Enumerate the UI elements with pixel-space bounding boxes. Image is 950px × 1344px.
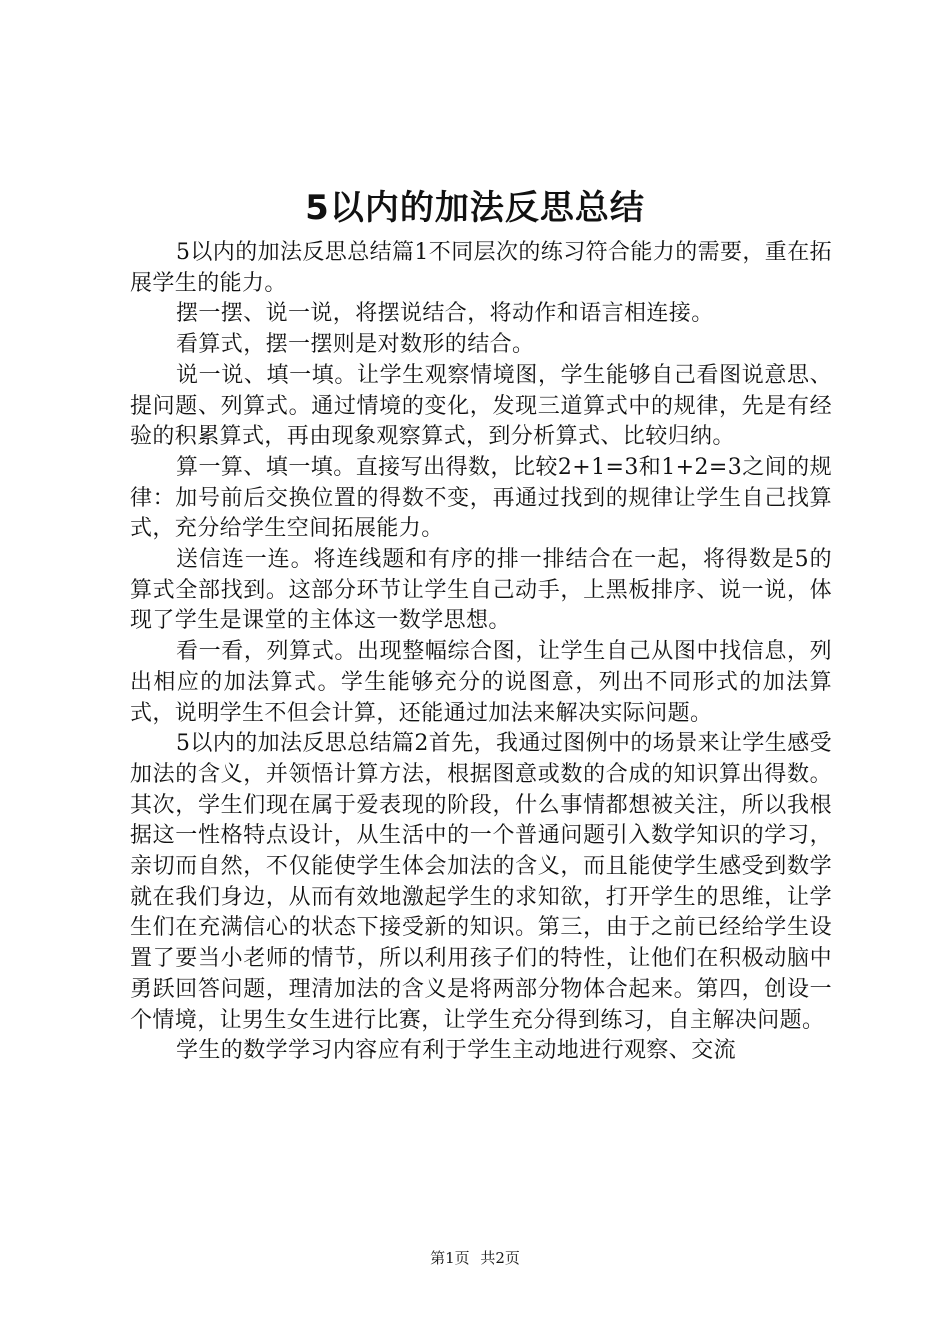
document-body [130,238,832,1067]
page-footer [0,1248,950,1268]
paragraph: 说一说、填一填。让学生观察情境图，学生能够自己看图说意思、提问题、列算式。通过情境的变化，发现三道算式中的规律，先是有经验的积累算式，再由现象观察算式，到分析算式、比较归纳。 [130,362,832,450]
paragraph: 看算式，摆一摆则是对数形的结合。 [176,332,535,358]
paragraph: 5以内的加法反思总结篇1不同层次的练习符合能力的需要，重在拓展学生的能力。 [130,240,832,296]
page-total: 共2页 [480,1249,520,1267]
paragraph: 看一看，列算式。出现整幅综合图，让学生自己从图中找信息，列出相应的加法算式。学生能够充分的说图意，列出不同形式的加法算式，说明学生不但会计算，还能通过加法来解决实际问题。 [130,639,832,726]
page-number: 第1页 [430,1249,470,1267]
paragraph: 算一算、填一填。直接写出得数，比较2+1=3和1+2=3之间的规律：加号前后交换位置的得数不变，再通过找到的规律让学生自己找算式，充分给学生空间拓展能力。 [130,454,832,542]
paragraph: 摆一摆、说一说，将摆说结合，将动作和语言相连接。 [176,301,714,327]
document-title: 5以内的加法反思总结 [305,188,645,228]
paragraph: 学生的数学学习内容应有利于学生主动地进行观察、交流 [176,1038,737,1064]
paragraph: 送信连一连。将连线题和有序的排一排结合在一起，将得数是5的算式全部找到。这部分环节让学生自己动手，上黑板排序、说一说，体现了学生是课堂的主体这一数学思想。 [130,547,832,634]
paragraph: 5以内的加法反思总结篇2首先，我通过图例中的场景来让学生感受加法的含义，并领悟计算方法，根据图意或数的合成的知识算出得数。其次，学生们现在属于爱表现的阶段，什么事情都想被关注，所以我根据这一性格特点设计，从生活中的一个普通问题引入数学知识的学习，亲切而自然，不仅能使学生体会加法的含义，而且能使学生感受到数学就在我们身边，从而有效地激起学生的求知欲，打开学生的思维，让学生们在充满信心的状态下接受新的知识。第三，由于之前已经给学生设置了要当小老师的情节，所以利用孩子们的特性，让他们在积极动脑中勇跃回答问题，理清加法的含义是将两部分物体合起来。第四，创设一个情境，让男生女生进行比赛，让学生充分得到练习，自主解决问题。 [130,731,832,1033]
